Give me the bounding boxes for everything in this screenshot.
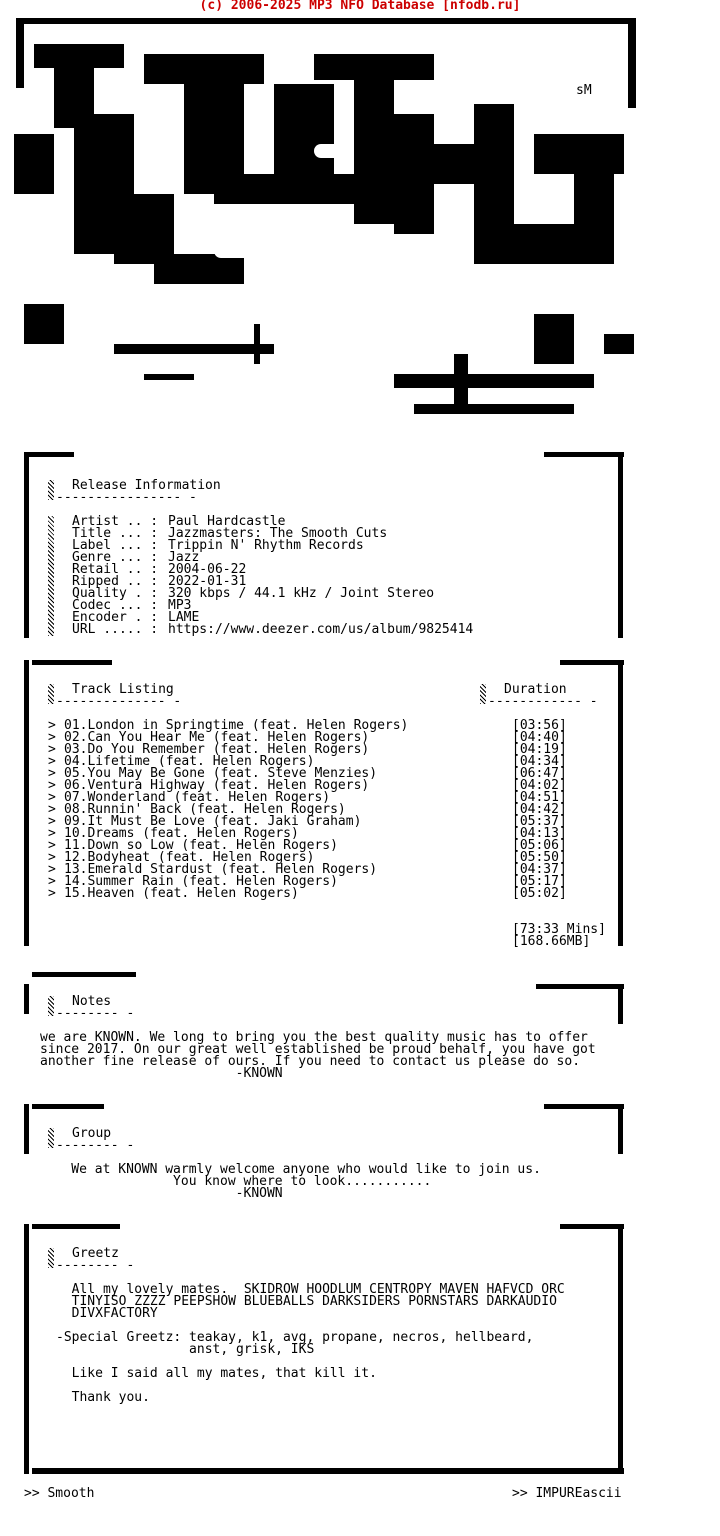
release-field-value: 2004-06-22 — [168, 562, 247, 577]
notes-frame-right — [618, 984, 623, 1024]
track-bullet: > — [48, 862, 56, 877]
track-bullet: > — [48, 754, 56, 769]
duration-heading: Duration — [504, 682, 567, 697]
track-title: 08.Runnin' Back (feat. Helen Rogers) — [64, 802, 346, 817]
footer-right: >> IMPUREascii — [512, 1486, 622, 1501]
track-duration: [05:02] — [512, 886, 567, 901]
track-title: 02.Can You Hear Me (feat. Helen Rogers) — [64, 730, 370, 745]
notes-frame-top-left — [32, 972, 136, 977]
greetz-frame-left — [24, 1224, 29, 1474]
release-field-value: 320 kbps / 44.1 kHz / Joint Stereo — [168, 586, 435, 601]
tracks-heading-underline: -------------- - — [56, 694, 182, 709]
notes-line-3: another fine release of ours. If you need to contact us please do so. — [40, 1054, 581, 1069]
release-field-label: Label ... : — [72, 538, 159, 553]
release-field-label: Quality . : — [72, 586, 159, 601]
greetz-underline: -------- - — [56, 1258, 135, 1273]
release-field-value: Jazz — [168, 550, 200, 565]
notes-heading: Notes — [72, 994, 112, 1009]
track-duration: [05:17] — [512, 874, 567, 889]
greetz-line: All my lovely mates. SKIDROW HOODLUM CENTROPY MAVEN HAFVCD ORC — [56, 1282, 565, 1297]
release-field-label: Artist .. : — [72, 514, 159, 529]
track-bullet: > — [48, 874, 56, 889]
group-line-1: We at KNOWN warmly welcome anyone who would like to join us. — [40, 1162, 541, 1177]
tracks-heading: Track Listing — [72, 682, 174, 697]
group-heading-bar — [48, 1128, 54, 1148]
greetz-frame-top-left — [32, 1224, 120, 1229]
greetz-frame-bottom — [32, 1468, 624, 1474]
group-frame-right — [618, 1104, 623, 1154]
track-duration: [04:19] — [512, 742, 567, 757]
track-duration: [05:37] — [512, 814, 567, 829]
release-field-value: 2022-01-31 — [168, 574, 247, 589]
track-bullet: > — [48, 742, 56, 757]
group-frame-top-right — [544, 1104, 624, 1109]
greetz-heading: Greetz — [72, 1246, 119, 1261]
track-title: 12.Bodyheat (feat. Helen Rogers) — [64, 850, 315, 865]
track-duration: [04:37] — [512, 862, 567, 877]
tracks-heading-bar — [48, 684, 54, 704]
notes-heading-bar — [48, 996, 54, 1016]
track-duration: [04:42] — [512, 802, 567, 817]
release-field-label: Ripped .. : — [72, 574, 159, 589]
greetz-frame-right — [618, 1224, 623, 1474]
release-field-value: Jazzmasters: The Smooth Cuts — [168, 526, 388, 541]
release-field-value: Trippin N' Rhythm Records — [168, 538, 364, 553]
track-bullet: > — [48, 718, 56, 733]
group-underline: -------- - — [56, 1138, 135, 1153]
duration-heading-bar — [480, 684, 486, 704]
greetz-line: anst, grisk, IKS — [56, 1342, 315, 1357]
greetz-frame-top-right — [560, 1224, 624, 1229]
tracks-frame-right — [618, 660, 623, 946]
notes-frame-top-right — [536, 984, 624, 989]
ascii-art-logo — [14, 14, 642, 444]
release-field-value: MP3 — [168, 598, 192, 613]
track-bullet: > — [48, 850, 56, 865]
greetz-line: TINYISO ZZZZ PEEPSHOW BLUEBALLS DARKSIDERS PORNSTARS DARKAUDIO — [56, 1294, 557, 1309]
track-title: 03.Do You Remember (feat. Helen Rogers) — [64, 742, 370, 757]
release-frame-left — [24, 452, 29, 638]
release-fields-bar — [48, 516, 54, 636]
track-title: 11.Down so Low (feat. Helen Rogers) — [64, 838, 338, 853]
track-bullet: > — [48, 802, 56, 817]
track-bullet: > — [48, 790, 56, 805]
copyright-header: (c) 2006-2025 MP3 NFO Database [nfodb.ru] — [199, 0, 521, 13]
release-field-label: Genre ... : — [72, 550, 159, 565]
total-time: [73:33 Mins] — [512, 922, 606, 937]
group-heading: Group — [72, 1126, 112, 1141]
track-title: 14.Summer Rain (feat. Helen Rogers) — [64, 874, 338, 889]
group-line-2: You know where to look........... — [40, 1174, 432, 1189]
track-title: 13.Emerald Stardust (feat. Helen Rogers) — [64, 862, 378, 877]
notes-underline: -------- - — [56, 1006, 135, 1021]
release-field-value: Paul Hardcastle — [168, 514, 286, 529]
track-title: 15.Heaven (feat. Helen Rogers) — [64, 886, 299, 901]
track-duration: [04:34] — [512, 754, 567, 769]
track-duration: [04:13] — [512, 826, 567, 841]
release-heading-bar — [48, 480, 54, 500]
duration-heading-underline: ------------ - — [488, 694, 598, 709]
track-bullet: > — [48, 838, 56, 853]
group-frame-top-left — [32, 1104, 104, 1109]
track-duration: [06:47] — [512, 766, 567, 781]
track-duration: [04:51] — [512, 790, 567, 805]
track-duration: [04:40] — [512, 730, 567, 745]
notes-line-1: we are KNOWN. We long to bring you the best quality music has to offer — [40, 1030, 588, 1045]
greetz-line: Thank you. — [56, 1390, 150, 1405]
release-field-value[interactable]: https://www.deezer.com/us/album/9825414 — [168, 622, 474, 637]
release-field-label: URL ..... : — [72, 622, 159, 637]
release-field-label: Encoder . : — [72, 610, 159, 625]
notes-signature: -KNOWN — [40, 1066, 283, 1081]
release-field-label: Title ... : — [72, 526, 159, 541]
track-duration: [04:02] — [512, 778, 567, 793]
track-bullet: > — [48, 778, 56, 793]
release-underline: ---------------- - — [56, 490, 197, 505]
greetz-line: -Special Greetz: teakay, k1, avg, propane, necros, hellbeard, — [56, 1330, 534, 1345]
group-frame-left — [24, 1104, 29, 1154]
tracks-frame-left — [24, 660, 29, 946]
notes-frame-left — [24, 984, 29, 1014]
release-frame-top-left — [24, 452, 74, 457]
tracks-frame-top-left — [32, 660, 112, 665]
release-field-value: LAME — [168, 610, 200, 625]
svg-text:sM: sM — [576, 83, 592, 98]
track-duration: [05:50] — [512, 850, 567, 865]
track-bullet: > — [48, 814, 56, 829]
total-size: [168.66MB] — [512, 934, 591, 949]
track-title: 04.Lifetime (feat. Helen Rogers) — [64, 754, 315, 769]
release-frame-right — [618, 452, 623, 638]
release-heading: Release Information — [72, 478, 221, 493]
group-signature: -KNOWN — [40, 1186, 283, 1201]
greetz-heading-bar — [48, 1248, 54, 1268]
track-title: 09.It Must Be Love (feat. Jaki Graham) — [64, 814, 362, 829]
footer-left: >> Smooth — [24, 1486, 95, 1501]
track-duration: [03:56] — [512, 718, 567, 733]
release-field-label: Retail .. : — [72, 562, 159, 577]
track-bullet: > — [48, 886, 56, 901]
tracks-frame-top-right — [560, 660, 624, 665]
track-title: 01.London in Springtime (feat. Helen Rogers) — [64, 718, 409, 733]
notes-line-2: since 2017. On our great well established be proud behalf, you have got — [40, 1042, 596, 1057]
release-field-label: Codec ... : — [72, 598, 159, 613]
track-bullet: > — [48, 826, 56, 841]
track-title: 05.You May Be Gone (feat. Steve Menzies) — [64, 766, 378, 781]
track-duration: [05:06] — [512, 838, 567, 853]
track-bullet: > — [48, 766, 56, 781]
track-title: 10.Dreams (feat. Helen Rogers) — [64, 826, 299, 841]
track-bullet: > — [48, 730, 56, 745]
greetz-line: Like I said all my mates, that kill it. — [56, 1366, 377, 1381]
release-frame-top-right — [544, 452, 624, 457]
greetz-line: DIVXFACTORY — [56, 1306, 158, 1321]
track-title: 06.Ventura Highway (feat. Helen Rogers) — [64, 778, 370, 793]
track-title: 07.Wonderland (feat. Helen Rogers) — [64, 790, 331, 805]
